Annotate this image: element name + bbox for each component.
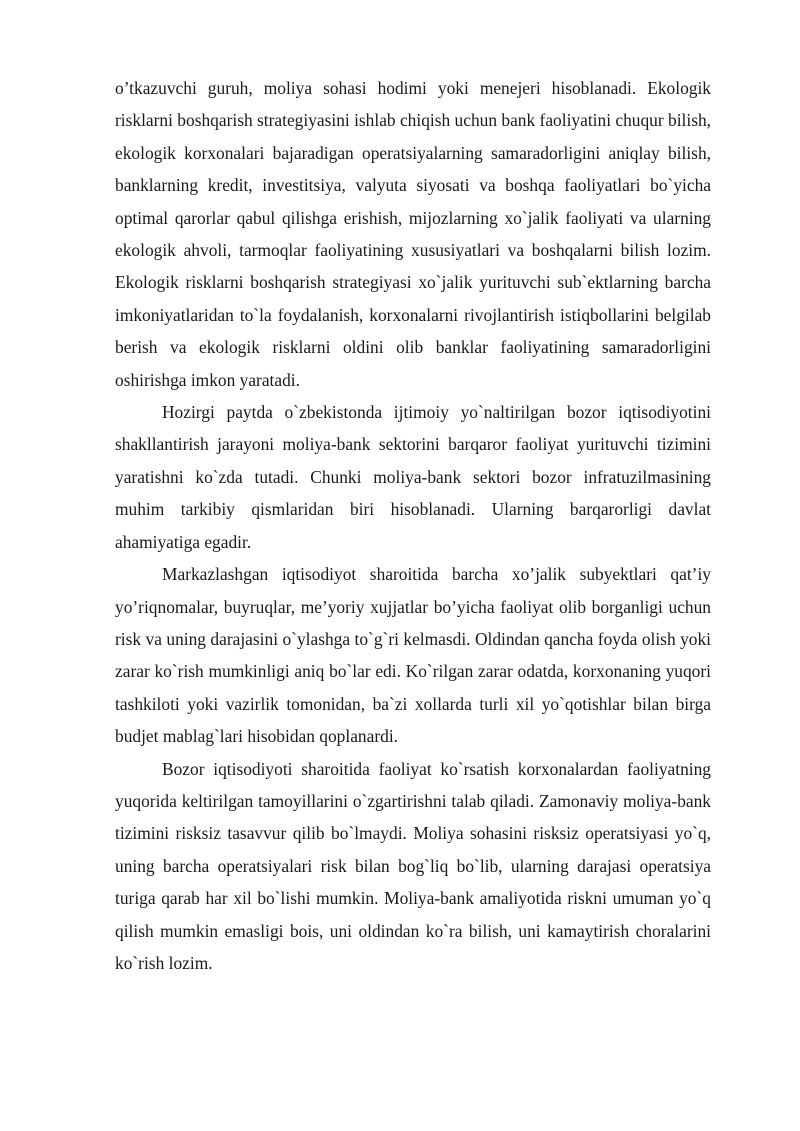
paragraph-continuation: o’tkazuvchi guruh, moliya sohasi hodimi yoki menejeri hisoblanadi. Ekologik risklarni boshqarish strategiyasini ishlab chiqish uchun bank faoliyatini chuqur bilish, ekologik korxonalari bajaradigan operatsiyalarning samaradorligini aniqlay bilish, banklarning kredit, investitsiya, valyuta siyosati va boshqa faoliyatlari bo`yicha optimal qarorlar qabul qilishga erishish, mijozlarning xo`jalik faoliyati va ularning ekologik ahvoli, tarmoqlar faoliyatining xususiyatlari va boshqalarni bilish lozim. Ekologik risklarni boshqarish strategiyasi xo`jalik yurituvchi sub`ektlarning barcha imkoniyatlaridan to`la foydalanish, korxonalarni rivojlantirish istiqbollarini belgilab berish va ekologik risklarni oldini olib banklar faoliyatining samaradorligini oshirishga imkon yaratadi. [115,78,712,390]
paragraph: Hozirgi paytda o`zbekistonda ijtimoiy yo`naltirilgan bozor iqtisodiyotini shakllantirish jarayoni moliya-bank sektorini barqaror faoliyat yurituvchi tizimini yaratishni ko`zda tutadi. Chunki moliya-bank sektori bozor infratuzilmasining muhim tarkibiy qismlaridan biri hisoblanadi. Ularning barqarorligi davlat ahamiyatiga egadir. [115,402,711,552]
paragraph: Markazlashgan iqtisodiyot sharoitida barcha xo’jalik subyektlari qat’iy yo’riqnomalar, buyruqlar, me’yoriy xujjatlar bo’yicha faoliyat olib borganligi uchun risk va uning darajasini o`ylashga to`g`ri kelmasdi. Oldindan qancha foyda olish yoki zarar ko`rish mumkinligi aniq bo`lar edi. Ko`rilgan zarar odatda, korxonaning yuqori tashkiloti yoki vazirlik tomonidan, ba`zi xollarda turli xil yo`qotishlar bilan birga budjet mablag`lari hisobidan qoplanardi. [115,564,711,747]
document-body [115,72,711,979]
paragraph: Bozor iqtisodiyoti sharoitida faoliyat ko`rsatish korxonalardan faoliyatning yuqorida keltirilgan tamoyillarini o`zgartirishni talab qiladi. Zamonaviy moliya-bank tizimini risksiz tasavvur qilib bo`lmaydi. Moliya sohasini risksiz operatsiyasi yo`q, uning barcha operatsiyalari risk bilan bog`liq bo`lib, ularning darajasi operatsiya turiga qarab har xil bo`lishi mumkin. Moliya-bank amaliyotida riskni umuman yo`q qilish mumkin emasligi bois, uni oldindan ko`ra bilish, uni kamaytirish choralarini ko`rish lozim. [115,758,711,973]
